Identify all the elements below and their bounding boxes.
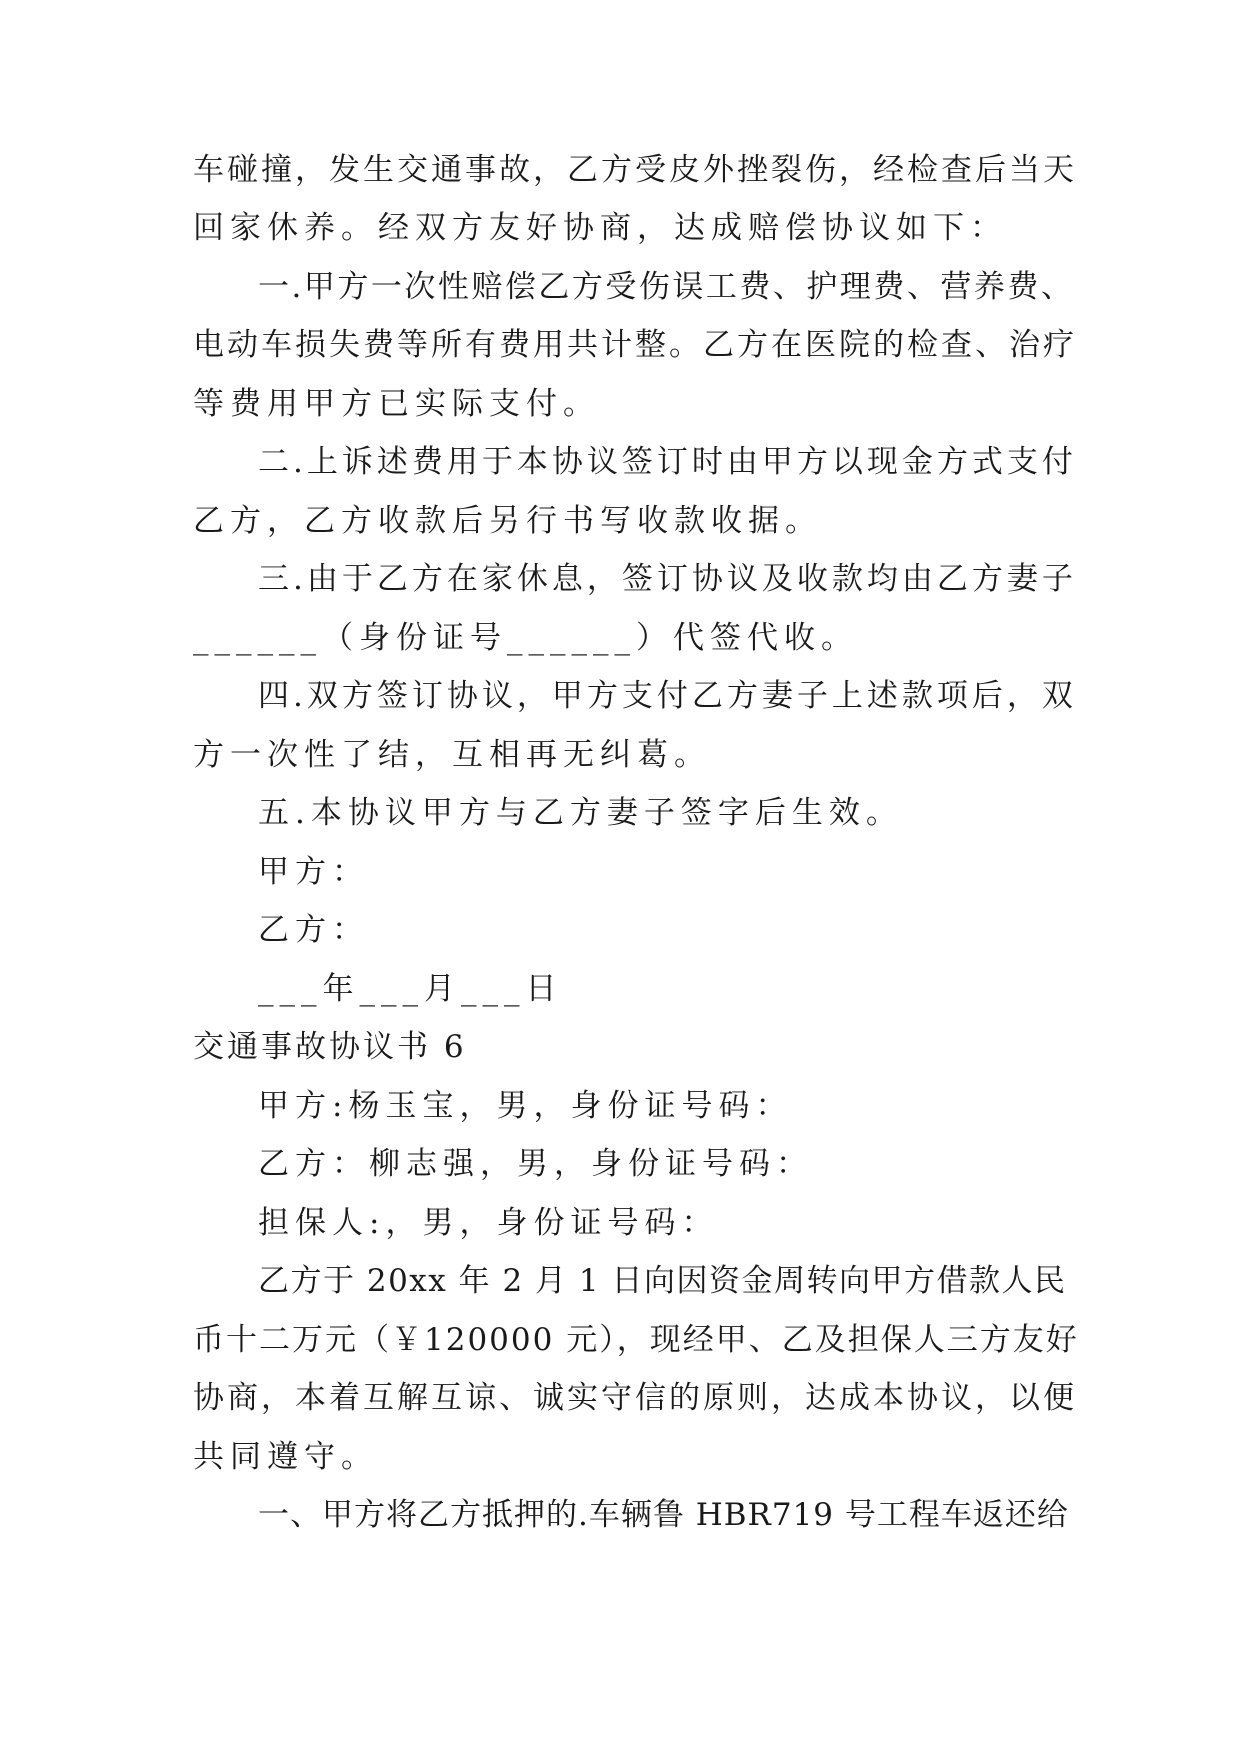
text-line: 币十二万元（￥120000 元），现经甲、乙及担保人三方友好	[193, 1322, 1079, 1358]
clause-2: 二.上诉述费用于本协议签订时由甲方以现金方式支付	[258, 444, 1077, 480]
text-line: ______（身份证号______）代签代收。	[193, 620, 858, 656]
section-heading: 交通事故协议书 6	[193, 1029, 467, 1065]
text-line: 乙方于 20xx 年 2 月 1 日向因资金周转向甲方借款人民	[258, 1263, 1067, 1299]
text-line: 协商，本着互解互谅、诚实守信的原则，达成本协议，以便	[193, 1380, 1077, 1416]
text-line: 乙方，乙方收款后另行书写收款收据。	[193, 503, 822, 539]
text-line: 等费用甲方已实际支付。	[193, 386, 600, 422]
text-line: 共同遵守。	[193, 1439, 378, 1475]
clause-1: 一.甲方一次性赔偿乙方受伤误工费、护理费、营养费、	[258, 269, 1075, 305]
clause-3: 三.由于乙方在家休息，签订协议及收款均由乙方妻子	[258, 561, 1077, 597]
signature-date: ___年___月___日	[258, 971, 563, 1007]
clause-4: 四.双方签订协议，甲方支付乙方妻子上述款项后，双	[258, 678, 1077, 714]
guarantor-info: 担保人:，男，身份证号码：	[258, 1205, 719, 1241]
party-b-signature: 乙方：	[258, 912, 369, 948]
party-a-info: 甲方:杨玉宝，男，身份证号码：	[258, 1088, 793, 1124]
text-line: 车碰撞，发生交通事故，乙方受皮外挫裂伤，经检查后当天	[193, 152, 1077, 188]
text-line: 电动车损失费等所有费用共计整。乙方在医院的检查、治疗	[193, 327, 1077, 363]
party-a-signature: 甲方：	[258, 854, 369, 890]
clause-1: 一、甲方将乙方抵押的.车辆鲁 HBR719 号工程车返还给	[258, 1497, 1069, 1533]
clause-5: 五.本协议甲方与乙方妻子签字后生效。	[258, 795, 903, 831]
text-line: 回家休养。经双方友好协商，达成赔偿协议如下：	[193, 210, 1007, 246]
party-b-info: 乙方：柳志强，男，身份证号码：	[258, 1146, 813, 1182]
text-line: 方一次性了结，互相再无纠葛。	[193, 737, 711, 773]
